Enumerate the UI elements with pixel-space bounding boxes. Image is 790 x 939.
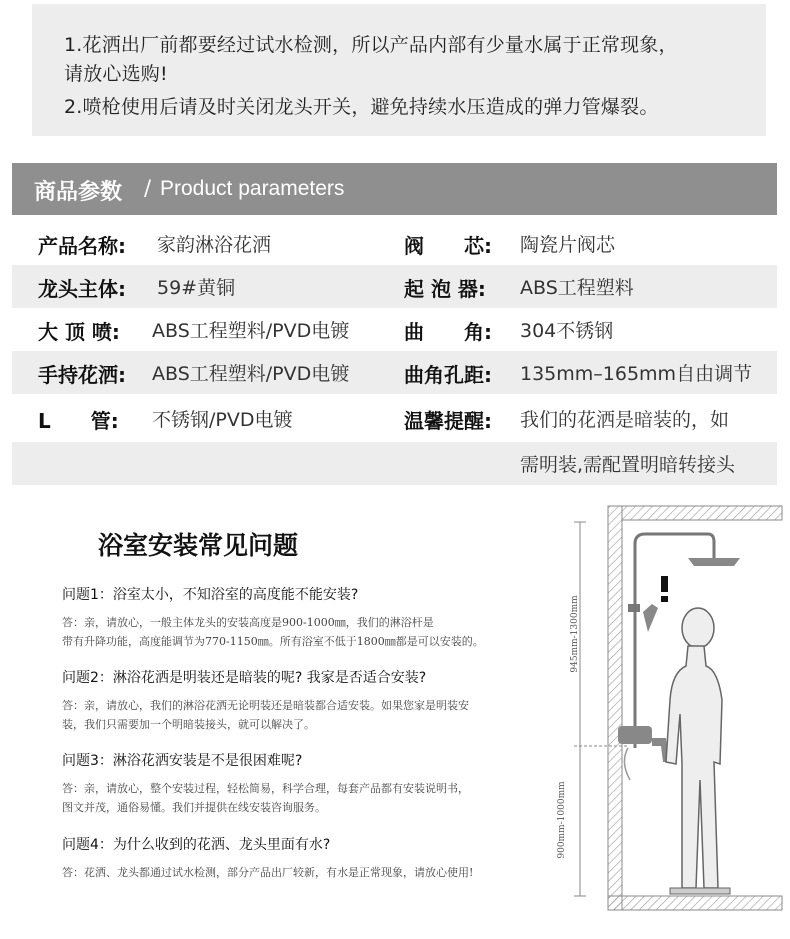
param-row: [12, 442, 777, 485]
param-label: 产品名称:: [38, 234, 126, 258]
param-value: 135mm–165mm自由调节: [520, 363, 753, 385]
faq-answer: 装，我们只需要加一个明暗装接头，就可以解决了。: [62, 718, 315, 731]
param-row: [12, 397, 777, 440]
faq-answer: 图文并茂，通俗易懂。我们并提供在线安装咨询服务。: [62, 801, 326, 814]
param-row: [12, 222, 777, 265]
param-value: 需明装,需配置明暗转接头: [520, 454, 736, 476]
faq-answer: 答：亲，请放心，整个安装过程，轻松简易，科学合理，每套产品都有安装说明书，: [62, 782, 469, 795]
param-value: ABS工程塑料: [520, 277, 634, 299]
notice-box: [32, 4, 766, 136]
params-title-en: Product parameters: [160, 177, 345, 200]
faq-question: 问题3：淋浴花洒安装是不是很困难呢?: [62, 753, 303, 769]
param-row: [12, 308, 777, 351]
param-row: [12, 265, 777, 308]
param-label: 大 顶 喷:: [38, 320, 120, 344]
params-title-separator: /: [144, 176, 152, 200]
param-label: 龙头主体:: [38, 277, 126, 301]
upper-height-label: 945mm-1300mm: [570, 595, 580, 673]
faq-question: 问题4：为什么收到的花洒、龙头里面有水?: [62, 837, 331, 853]
person-silhouette: [666, 608, 730, 894]
faq-title: 浴室安装常见问题: [98, 531, 299, 560]
params-title-zh: 商品参数: [34, 180, 123, 205]
param-label: 曲 角:: [404, 320, 492, 344]
param-label: 阀 芯:: [404, 234, 492, 258]
param-value: 家韵淋浴花洒: [157, 234, 272, 256]
param-value: ABS工程塑料/PVD电镀: [152, 363, 350, 385]
notice-line-2: 2.喷枪使用后请及时关闭龙头开关，避免持续水压造成的弹力管爆裂。: [64, 96, 659, 118]
param-value: 我们的花洒是暗装的，如: [520, 409, 730, 431]
faq-answer: 答：亲，请放心，我们的淋浴花洒无论明装还是暗装都合适安装。如果您家是明装安: [62, 699, 469, 712]
faq-question: 问题1：浴室太小，不知浴室的高度能不能安装?: [62, 587, 359, 603]
shower-set: [618, 534, 740, 780]
param-label: 曲角孔距:: [404, 363, 492, 387]
param-label: 起 泡 器:: [404, 277, 486, 301]
faq-answer: 答：亲，请放心，一般主体龙头的安装高度是900-1000㎜，我们的淋浴杆是: [62, 616, 434, 629]
notice-line-1: 1.花洒出厂前都要经过试水检测，所以产品内部有少量水属于正常现象，: [64, 34, 678, 56]
notice-line-1-cont: 请放心选购!: [64, 63, 168, 85]
param-value: 陶瓷片阀芯: [520, 234, 616, 256]
param-value: 304不锈钢: [520, 320, 614, 342]
lower-height-label: 900mm-1000mm: [557, 781, 567, 859]
param-value: ABS工程塑料/PVD电镀: [152, 320, 350, 342]
faq-answer: 带有升降功能，高度能调节为770-1150㎜。所有浴室不低于1800㎜都是可以安装的。: [62, 635, 484, 648]
param-row: [12, 351, 777, 394]
param-label: L 管:: [38, 409, 119, 433]
param-value: 59#黄铜: [157, 277, 236, 299]
faq-question: 问题2：淋浴花洒是明装还是暗装的呢? 我家是否适合安装?: [62, 670, 427, 686]
warning-icon: [661, 576, 668, 602]
param-label: 温馨提醒:: [404, 409, 492, 433]
param-label: 手持花洒:: [38, 363, 126, 387]
params-header: [12, 163, 777, 215]
faq-answer: 答：花洒、龙头都通过试水检测，部分产品出厂较新，有水是正常现象，请放心使用!: [62, 866, 474, 879]
param-value: 不锈钢/PVD电镀: [152, 409, 293, 431]
installation-height-diagram: [548, 500, 790, 920]
